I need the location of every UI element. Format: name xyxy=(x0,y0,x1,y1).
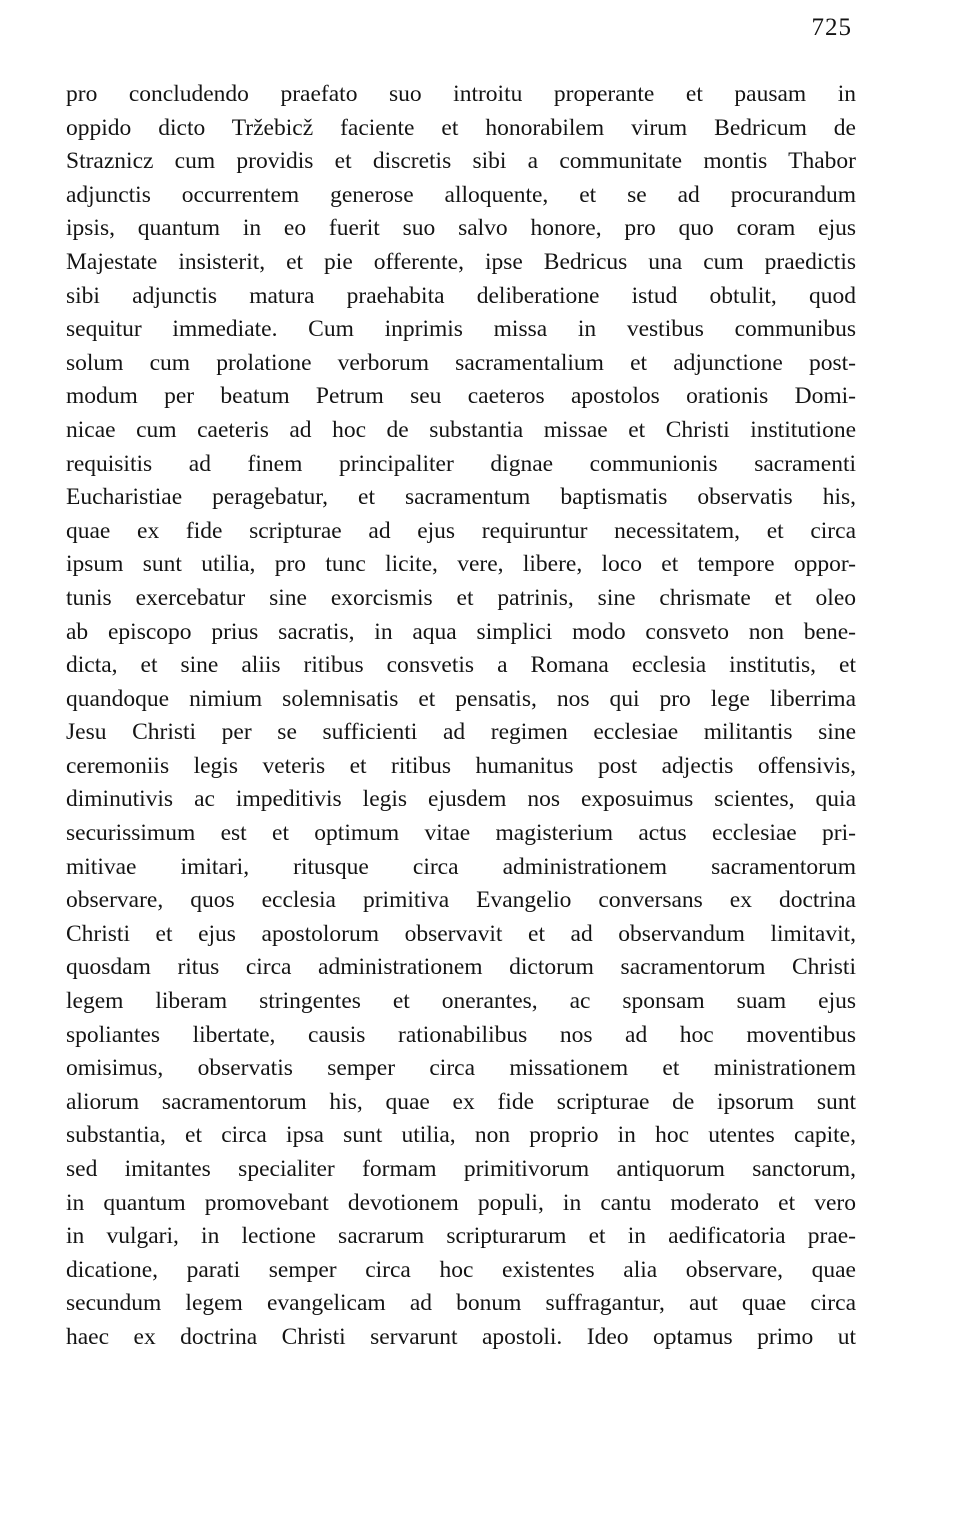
text-line: nicae cum caeteris ad hoc de substantia missae et Christi institutione xyxy=(66,416,856,443)
text-line: aliorum sacramentorum his, quae ex fide scripturae de ipsorum sunt xyxy=(66,1088,856,1115)
text-line: sibi adjunctis matura praehabita deliberatione istud obtulit, quod xyxy=(66,282,856,309)
text-line: ab episcopo prius sacratis, in aqua simplici modo consveto non bene- xyxy=(66,618,856,645)
text-line: pro concludendo praefato suo introitu properante et pausam in xyxy=(66,81,856,107)
text-line: Majestate insisterit, et pie offerente, ipse Bedricus una cum praedictis xyxy=(66,248,856,275)
text-line: sequitur immediate. Cum inprimis missa in vestibus communibus xyxy=(66,316,856,343)
text-line: diminutivis ac impeditivis legis ejusdem nos exposuimus scientes, quia xyxy=(66,786,856,813)
text-line: quandoque nimium solemnisatis et pensatis, nos qui pro lege liberrima xyxy=(66,685,856,712)
text-line: dicta, et sine aliis ritibus consvetis a Romana ecclesia institutis, et xyxy=(66,652,856,679)
text-line: modum per beatum Petrum seu caeteros apostolos orationis Domi- xyxy=(66,383,856,410)
text-line: tunis exercebatur sine exorcismis et patrinis, sine chrismate et oleo xyxy=(66,584,856,611)
text-line: ipsis, quantum in eo fuerit suo salvo honore, pro quo coram ejus xyxy=(66,215,856,242)
text-line: sed imitantes specialiter formam primitivorum antiquorum sanctorum, xyxy=(66,1156,856,1182)
text-line: adjunctis occurrentem generose alloquente, et se ad procurandum xyxy=(66,181,856,208)
body-text xyxy=(66,78,856,1355)
text-line: substantia, et circa ipsa sunt utilia, non proprio in hoc utentes capite, xyxy=(66,1122,856,1149)
text-line: ceremoniis legis veteris et ritibus humanitus post adjectis offensivis, xyxy=(66,752,856,779)
text-line: quae ex fide scripturae ad ejus requiruntur necessitatem, et circa xyxy=(66,517,856,544)
text-line: requisitis ad finem principaliter dignae communionis sacramenti xyxy=(66,450,856,477)
text-line: observare, quos ecclesia primitiva Evangelio conversans ex doctrina xyxy=(66,887,856,914)
text-line: legem liberam stringentes et onerantes, ac sponsam suam ejus xyxy=(66,988,856,1015)
text-line: omisimus, observatis semper circa missationem et ministrationem xyxy=(66,1055,856,1082)
text-line: in vulgari, in lectione sacrarum scripturarum et in aedificatoria prae- xyxy=(66,1223,856,1250)
text-line: haec ex doctrina Christi servarunt apostoli. Ideo optamus primo ut xyxy=(66,1323,856,1350)
text-line: ipsum sunt utilia, pro tunc licite, vere, libere, loco et tempore oppor- xyxy=(66,551,856,578)
text-line: secundum legem evangelicam ad bonum suffragantur, aut quae circa xyxy=(66,1290,856,1317)
text-line: Jesu Christi per se sufficienti ad regimen ecclesiae militantis sine xyxy=(66,719,856,746)
text-line: solum cum prolatione verborum sacramentalium et adjunctione post- xyxy=(66,349,856,376)
text-line: Christi et ejus apostolorum observavit et ad observandum limitavit, xyxy=(66,920,856,947)
text-line: mitivae imitari, ritusque circa administrationem sacramentorum xyxy=(66,853,856,880)
text-line: quosdam ritus circa administrationem dictorum sacramentorum Christi xyxy=(66,954,856,981)
text-line: securissimum est et optimum vitae magisterium actus ecclesiae pri- xyxy=(66,820,856,847)
text-line: Straznicz cum providis et discretis sibi a communitate montis Thabor xyxy=(66,148,856,175)
text-line: oppido dicto Tržebicž faciente et honorabilem virum Bedricum de xyxy=(66,114,856,141)
page-number: 725 xyxy=(811,14,852,41)
text-line: spoliantes libertate, causis rationabilibus nos ad hoc moventibus xyxy=(66,1021,856,1048)
text-line: in quantum promovebant devotionem populi, in cantu moderato et vero xyxy=(66,1189,856,1216)
text-line: Eucharistiae peragebatur, et sacramentum baptismatis observatis his, xyxy=(66,484,856,511)
text-line: dicatione, parati semper circa hoc existentes alia observare, quae xyxy=(66,1256,856,1283)
